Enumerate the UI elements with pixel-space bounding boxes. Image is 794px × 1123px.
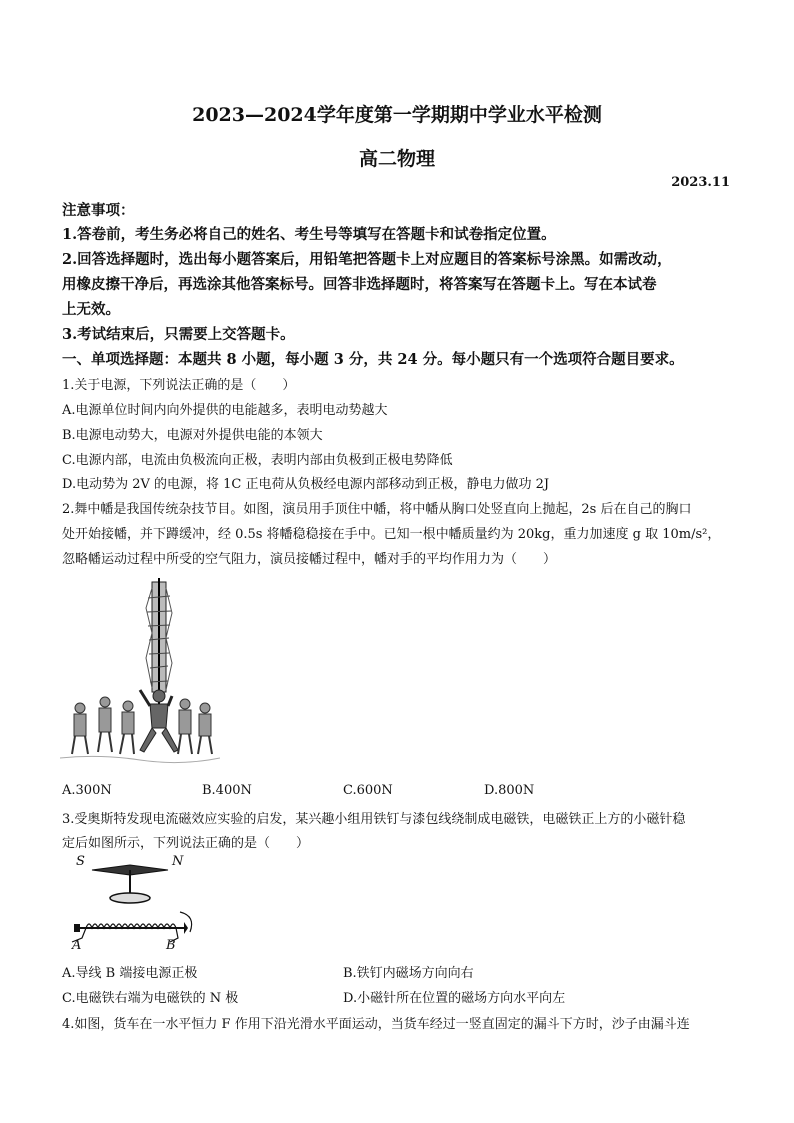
q1-stem: 1.关于电源，下列说法正确的是（ ） [62, 378, 296, 393]
label-n: N [172, 854, 184, 869]
q3-option-c: C.电磁铁右端为电磁铁的 N 极 [62, 991, 239, 1006]
q3-stem-line-2: 定后如图所示，下列说法正确的是（ ） [62, 836, 310, 851]
label-a: A [72, 938, 82, 953]
exam-title: 2023—2024学年度第一学期期中学业水平检测 [192, 104, 602, 126]
notice-heading: 注意事项： [62, 202, 135, 219]
q2-zhongfan-figure [60, 578, 220, 770]
q1-option-b: B.电源电动势大，电源对外提供电能的本领大 [62, 428, 323, 443]
q1-option-c: C.电源内部，电流由负极流向正极，表明内部由负极到正极电势降低 [62, 453, 453, 468]
compass-stand [110, 893, 150, 903]
q3-option-b: B.铁钉内磁场方向向右 [343, 966, 474, 981]
q2-stem-line-1: 2.舞中幡是我国传统杂技节目。如图，演员用手顶住中幡，将中幡从胸口处竖直向上抛起，2s 后在自己的胸口 [62, 502, 692, 517]
q2-option-c: C.600N [343, 783, 393, 798]
q3-stem-line-1: 3.受奥斯特发现电流磁效应实验的启发，某兴趣小组用铁钉与漆包线绕制成电磁铁，电磁铁正上方的小磁针稳 [62, 812, 686, 827]
q3-option-a: A.导线 B 端接电源正极 [62, 966, 198, 981]
notice-item-1: 1.答卷前，考生务必将自己的姓名、考生号等填写在答题卡和试卷指定位置。 [62, 226, 556, 243]
q2-stem-line-3: 忽略幡运动过程中所受的空气阻力，演员接幡过程中，幡对手的平均作用力为（ ） [62, 552, 557, 567]
q2-option-a: A.300N [62, 783, 112, 798]
exam-date: 2023.11 [671, 175, 730, 190]
label-s: S [76, 854, 85, 869]
q3-option-d: D.小磁针所在位置的磁场方向水平向左 [343, 991, 566, 1006]
q1-option-d: D.电动势为 2V 的电源，将 1C 正电荷从负极经电源内部移动到正极，静电力做功 2J [62, 477, 550, 492]
notice-item-3: 3.考试结束后，只需要上交答题卡。 [62, 326, 295, 343]
notice-item-2-line-1: 2.回答选择题时，选出每小题答案后，用铅笔把答题卡上对应题目的答案标号涂黑。如需改动， [62, 251, 672, 268]
section-1-heading: 一、单项选择题：本题共 8 小题，每小题 3 分，共 24 分。每小题只有一个选项符合题目要求。 [62, 351, 684, 368]
q4-stem-line-1: 4.如图，货车在一水平恒力 F 作用下沿光滑水平面运动，当货车经过一竖直固定的漏斗下方时，沙子由漏斗连 [62, 1017, 690, 1032]
notice-item-2-line-2: 用橡皮擦干净后，再选涂其他答案标号。回答非选择题时，将答案写在答题卡上。写在本试卷 [62, 276, 657, 293]
q2-option-b: B.400N [202, 783, 252, 798]
q2-option-d: D.800N [484, 783, 535, 798]
q2-stem-line-2: 处开始接幡，并下蹲缓冲，经 0.5s 将幡稳稳接在手中。已知一根中幡质量约为 20kg，重力加速度 g 取 10m/s²， [62, 527, 721, 542]
exam-subtitle: 高二物理 [358, 148, 435, 170]
label-b: B [166, 938, 176, 953]
notice-item-2-line-3: 上无效。 [62, 301, 120, 318]
q1-option-a: A.电源单位时间内向外提供的电能越多，表明电动势越大 [62, 403, 388, 418]
